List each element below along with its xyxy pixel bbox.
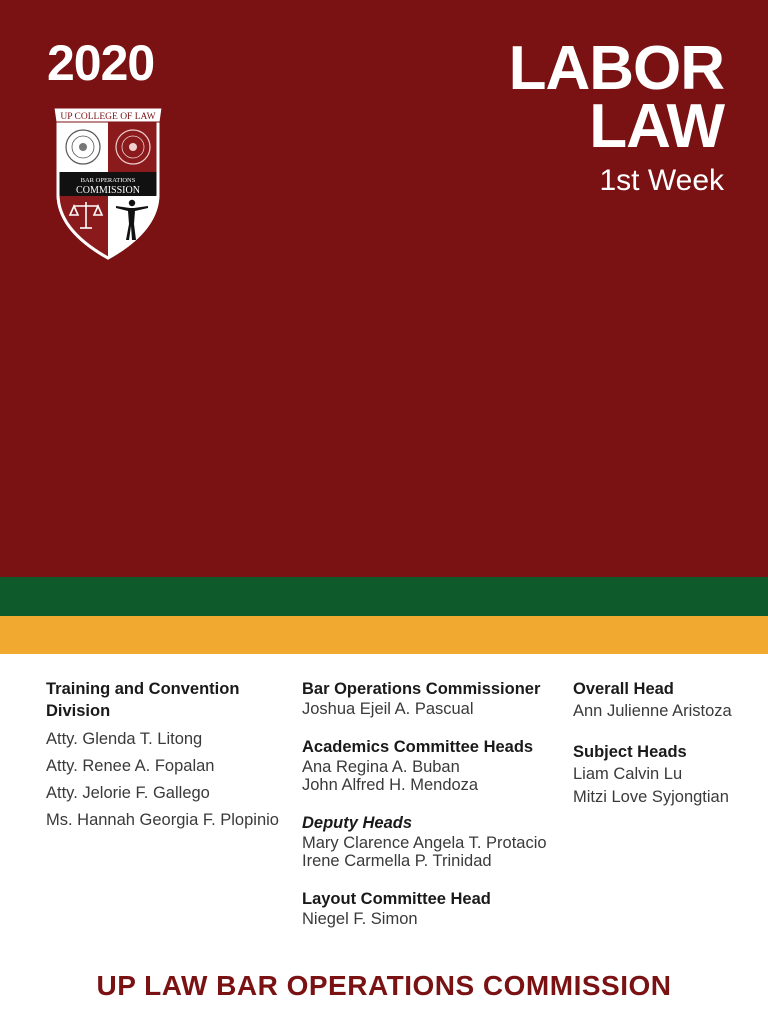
subject-heads-heading: Subject Heads (573, 743, 687, 761)
deputy-name: Mary Clarence Angela T. Protacio (302, 834, 547, 852)
academics-heading: Academics Committee Heads (302, 738, 534, 756)
cover-year: 2020 (47, 35, 155, 91)
footer-commission-name: UP LAW BAR OPERATIONS COMMISSION (96, 970, 672, 1001)
gold-stripe (0, 616, 768, 654)
subject-head-name: Liam Calvin Lu (573, 765, 683, 783)
crest-band-line-1: BAR OPERATIONS (80, 177, 136, 184)
commissioner-heading: Bar Operations Commissioner (302, 680, 541, 698)
division-member: Atty. Jelorie F. Gallego (46, 784, 210, 802)
division-member: Atty. Renee A. Fopalan (46, 757, 215, 775)
academics-name: Ana Regina A. Buban (302, 758, 460, 776)
green-stripe (0, 577, 768, 616)
division-heading-line-1: Training and Convention (46, 680, 240, 698)
cover-subject (508, 34, 724, 161)
up-seal-icon (66, 130, 100, 164)
bar-ops-crest-logo (50, 102, 166, 260)
layout-name: Niegel F. Simon (302, 910, 418, 928)
cover-week: 1st Week (599, 164, 724, 197)
credits-column-3 (573, 678, 753, 809)
deputy-heading: Deputy Heads (302, 814, 413, 832)
division-heading-line-2: Division (46, 702, 111, 720)
law-seal-icon (116, 130, 150, 164)
commissioner-name: Joshua Ejeil A. Pascual (302, 700, 474, 718)
academics-name: John Alfred H. Mendoza (302, 776, 479, 794)
division-member: Atty. Glenda T. Litong (46, 730, 203, 748)
crest-banner-text: UP COLLEGE OF LAW (60, 112, 156, 122)
subject-line-2: LAW (589, 92, 724, 161)
overall-name: Ann Julienne Aristoza (573, 702, 732, 720)
subject-head-name: Mitzi Love Syjongtian (573, 788, 729, 806)
deputy-name: Irene Carmella P. Trinidad (302, 852, 492, 870)
subject-line-1: LABOR (508, 34, 724, 103)
layout-heading: Layout Committee Head (302, 890, 491, 908)
credits-column-2 (302, 678, 567, 928)
credits-column-1 (46, 678, 291, 834)
overall-heading: Overall Head (573, 680, 674, 698)
crest-band-line-2: COMMISSION (76, 185, 140, 196)
division-heading (46, 678, 291, 722)
division-member: Ms. Hannah Georgia F. Plopinio (46, 811, 279, 829)
